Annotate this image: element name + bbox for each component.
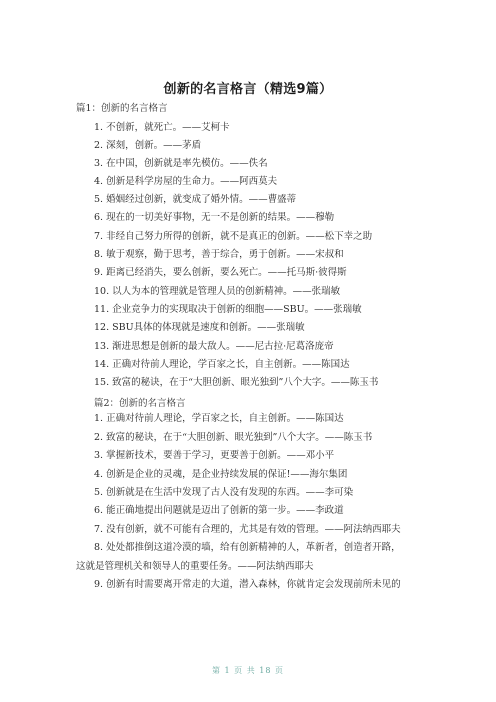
- quote-item: 10. 以人为本的管理就是管理人员的创新精神。——张瑞敏: [94, 286, 341, 297]
- quote-item: 9. 创新有时需要离开常走的大道，潜入森林，你就肯定会发现前所未见的: [94, 579, 401, 590]
- quote-item: 4. 创新是科学房屋的生命力。——阿西莫夫: [94, 176, 278, 187]
- quote-item: 9. 距离已经消失，要么创新，要么死亡。——托马斯·彼得斯: [94, 267, 347, 278]
- quote-item: 8. 敏于观察，勤于思考，善于综合，勇于创新。——宋叔和: [94, 249, 344, 260]
- quote-item: 15. 致富的秘诀，在于“大胆创新、眼光独到”八个大字。——陈玉书: [94, 377, 379, 388]
- quote-item: 2. 致富的秘诀，在于“大胆创新、眼光独到”八个大字。——陈玉书: [94, 432, 373, 443]
- quote-item: 5. 婚姻经过创新，就变成了婚外情。——曹盛蒂: [94, 194, 297, 205]
- quote-item: 3. 掌握新技术，要善于学习，更要善于创新。——邓小平: [94, 450, 335, 461]
- section-heading-2: 篇2：创新的名言格言: [94, 398, 186, 409]
- quote-item: 5. 创新就是在生活中发现了古人没有发现的东西。——李可染: [94, 487, 354, 498]
- quote-item: 14. 正确对待前人理论，学百家之长，自主创新。——陈国达: [94, 359, 350, 370]
- quote-item: 2. 深刻，创新。——茅盾: [94, 140, 202, 151]
- quote-item: 1. 不创新，就死亡。——艾柯卡: [94, 122, 230, 133]
- quote-item: 6. 能正确地提出问题就是迈出了创新的第一步。——李政道: [94, 505, 344, 516]
- quote-item: 13. 渐进思想是创新的最大敌人。——尼古拉·尼葛洛庞帝: [94, 341, 334, 352]
- page-footer: 第 1 页 共 18 页: [212, 666, 284, 675]
- quote-item: 11. 企业竞争力的实现取决于创新的细胞——SBU。——张瑞敏: [94, 304, 362, 315]
- quote-item: 7. 没有创新，就不可能有合理的，尤其是有效的管理。——阿法纳西耶夫: [94, 524, 401, 535]
- quote-item-continuation: 这就是管理机关和领导人的重要任务。——阿法纳西耶夫: [76, 561, 314, 572]
- quote-item: 12. SBU具体的体现就是速度和创新。——张瑞敏: [94, 322, 305, 333]
- section-heading-1: 篇1：创新的名言格言: [76, 103, 168, 114]
- quote-item: 1. 正确对待前人理论，学百家之长，自主创新。——陈国达: [94, 413, 344, 424]
- quote-item: 7. 非经自己努力所得的创新，就不是真正的创新。——松下幸之助: [94, 231, 373, 242]
- quote-item: 8. 处处都推倒这道冷漠的墙，给有创新精神的人，革新者，创造者开路，: [94, 542, 401, 553]
- document-title: 创新的名言格言（精选9篇）: [163, 82, 333, 97]
- quote-item: 4. 创新是企业的灵魂，是企业持续发展的保证!——海尔集团: [94, 469, 348, 480]
- quote-item: 6. 现在的一切美好事物，无一不是创新的结果。——穆勒: [94, 212, 335, 223]
- quote-item: 3. 在中国，创新就是率先模仿。——佚名: [94, 158, 268, 169]
